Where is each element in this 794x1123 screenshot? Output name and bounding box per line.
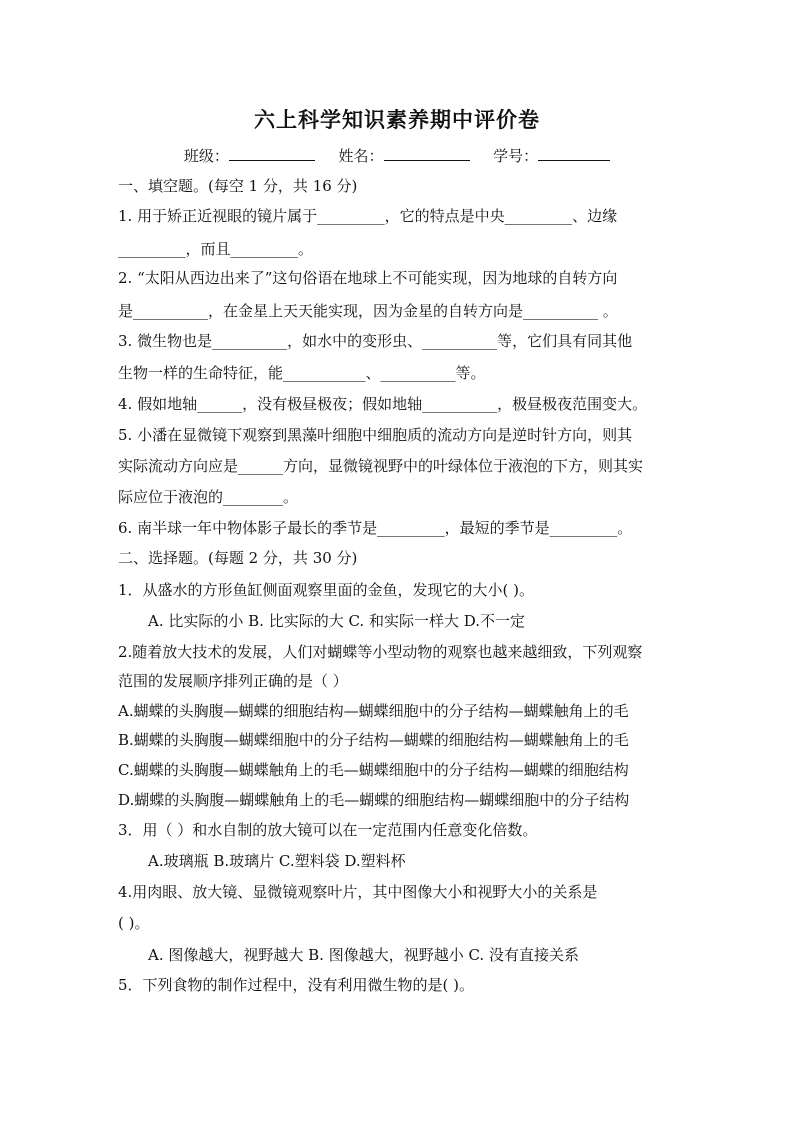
name-label: 姓名： bbox=[338, 147, 384, 165]
question-line: 5．下列食物的制作过程中，没有利用微生物的是( )。 bbox=[118, 976, 475, 994]
section-choice-heading: 二、选择题。(每题 2 分，共 30 分) bbox=[118, 549, 358, 567]
option-line: A. 比实际的小 B. 比实际的大 C. 和实际一样大 D.不一定 bbox=[148, 612, 525, 630]
question-line: 范围的发展顺序排列正确的是（ ） bbox=[118, 672, 348, 690]
option-line: A.蝴蝶的头胸腹—蝴蝶的细胞结构—蝴蝶细胞中的分子结构—蝴蝶触角上的毛 bbox=[118, 702, 629, 720]
question-line: 4. 假如地轴______，没有极昼极夜；假如地轴__________，极昼极夜范围变大。 bbox=[118, 395, 648, 413]
class-field[interactable] bbox=[229, 145, 315, 161]
option-line: B.蝴蝶的头胸腹—蝴蝶细胞中的分子结构—蝴蝶的细胞结构—蝴蝶触角上的毛 bbox=[118, 731, 629, 749]
section-fill-blank-heading: 一、填空题。(每空 1 分，共 16 分) bbox=[118, 177, 358, 195]
question-line: 2. “太阳从西边出来了”这句俗语在地球上不可能实现，因为地球的自转方向 bbox=[118, 269, 618, 287]
question-line: 6. 南半球一年中物体影子最长的季节是_________，最短的季节是_________。 bbox=[118, 519, 633, 537]
id-field[interactable] bbox=[538, 145, 610, 161]
question-line: ( )。 bbox=[118, 914, 150, 932]
question-line: 实际流动方向应是______方向，显微镜视野中的叶绿体位于液泡的下方，则其实 bbox=[118, 457, 644, 475]
question-line: 3. 微生物也是__________，如水中的变形虫、__________等，它们具有同其他 bbox=[118, 332, 633, 350]
option-line: A. 图像越大，视野越大 B. 图像越大，视野越小 C. 没有直接关系 bbox=[148, 946, 579, 964]
question-line: 际应位于液泡的________。 bbox=[118, 488, 299, 506]
question-line: 1. 用于矫正近视眼的镜片属于_________，它的特点是中央_________、边缘 bbox=[118, 207, 618, 225]
option-line: A.玻璃瓶 B.玻璃片 C.塑料袋 D.塑料杯 bbox=[148, 852, 406, 870]
page-title: 六上科学知识素养期中评价卷 bbox=[254, 107, 540, 132]
question-line: 1．从盛水的方形鱼缸侧面观察里面的金鱼，发现它的大小( )。 bbox=[118, 581, 535, 599]
question-line: 3．用（ ）和水自制的放大镜可以在一定范围内任意变化倍数。 bbox=[118, 821, 538, 839]
name-field[interactable] bbox=[384, 145, 470, 161]
question-line: 4.用肉眼、放大镜、显微镜观察叶片，其中图像大小和视野大小的关系是 bbox=[118, 883, 598, 901]
class-label: 班级： bbox=[183, 147, 229, 165]
question-line: _________，而且_________。 bbox=[118, 240, 314, 258]
question-line: 2.随着放大技术的发展，人们对蝴蝶等小型动物的观察也越来越细致，下列观察 bbox=[118, 643, 643, 661]
question-line: 生物一样的生命特征，能___________、__________等。 bbox=[118, 364, 486, 382]
question-line: 5. 小潘在显微镜下观察到黑藻叶细胞中细胞质的流动方向是逆时针方向，则其 bbox=[118, 426, 633, 444]
question-line: 是__________，在金星上天天能实现，因为金星的自转方向是__________ 。 bbox=[118, 302, 618, 320]
id-label: 学号： bbox=[493, 147, 539, 165]
option-line: C.蝴蝶的头胸腹—蝴蝶触角上的毛—蝴蝶细胞中的分子结构—蝴蝶的细胞结构 bbox=[118, 761, 629, 779]
student-info-line bbox=[0, 145, 794, 166]
option-line: D.蝴蝶的头胸腹—蝴蝶触角上的毛—蝴蝶的细胞结构—蝴蝶细胞中的分子结构 bbox=[118, 791, 630, 809]
